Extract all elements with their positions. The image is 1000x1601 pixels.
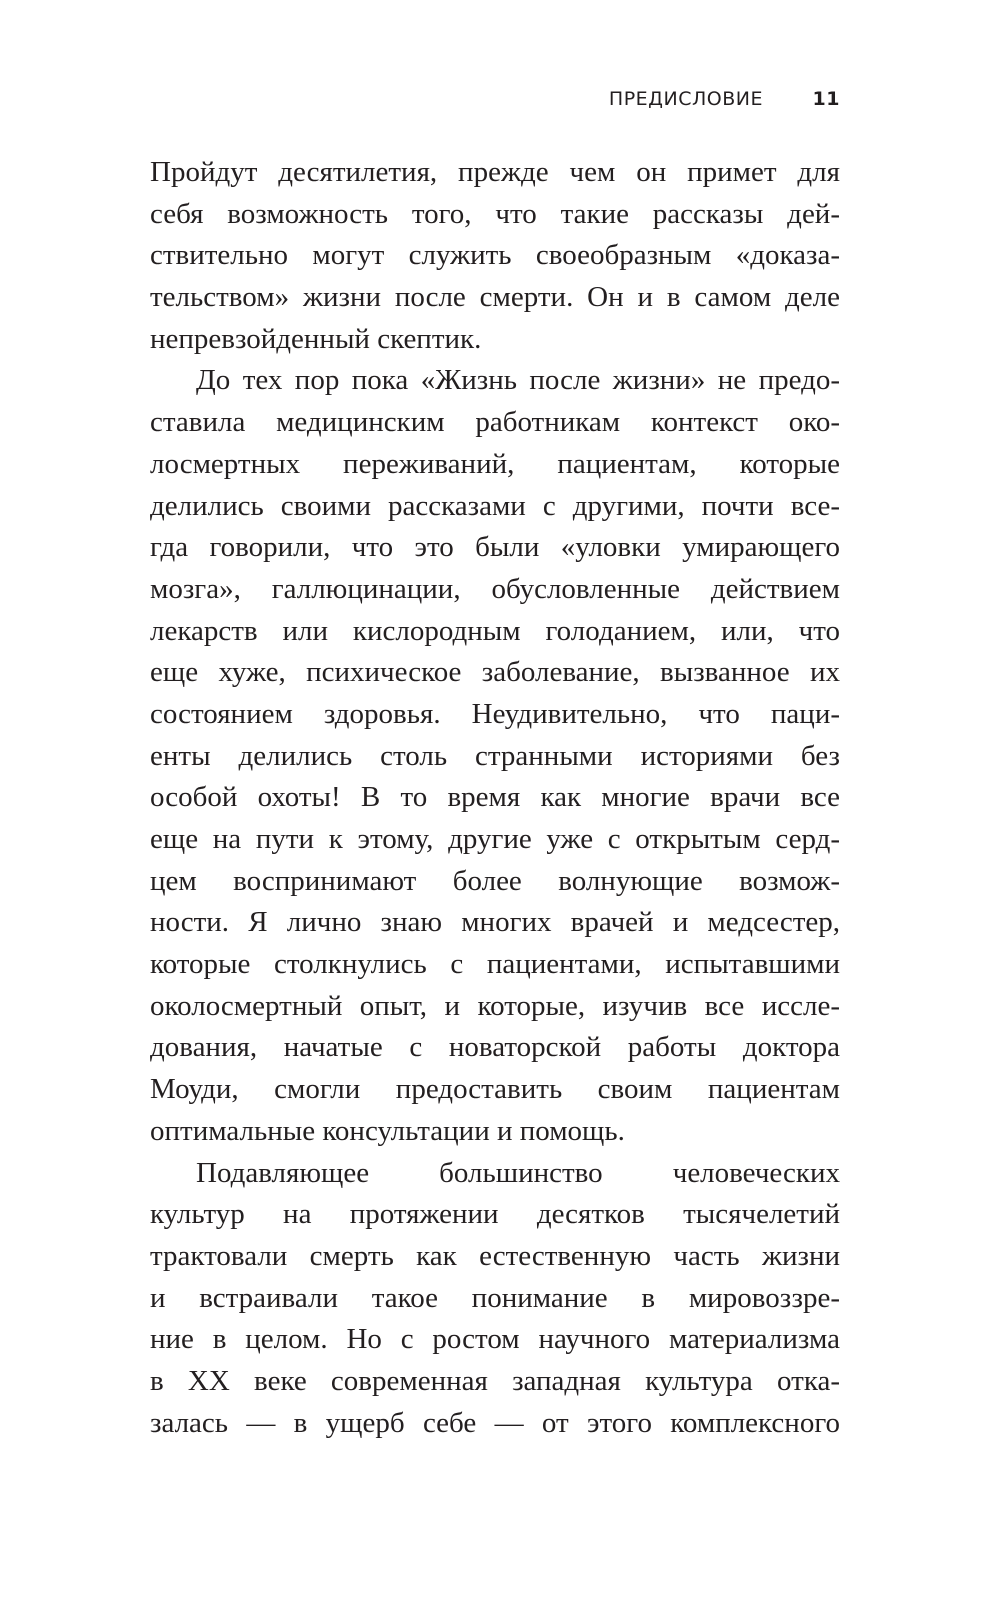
text-line: оптимальные консультации и помощь. [150, 1114, 625, 1147]
text-line: состоянием здоровья. Неудивительно, что паци- [150, 697, 840, 730]
text-line: Пройдут десятилетия, прежде чем он примет для [150, 156, 840, 188]
text-line: ствительно могут служить своеобразным «доказа- [150, 239, 840, 272]
text-line: мозга», галлюцинации, обусловленные действием [150, 572, 840, 605]
text-line: цем воспринимают более волнующие возмож- [150, 864, 840, 897]
text-line: околосмертный опыт, и которые, изучив все иссле- [150, 989, 840, 1022]
text-line: тельством» жизни после смерти. Он и в самом деле [150, 281, 840, 314]
text-line: Моуди, смогли предоставить своим пациентам [150, 1073, 840, 1106]
text-line: трактовали смерть как естественную часть жизни [150, 1239, 840, 1272]
text-line: лосмертных переживаний, пациентам, которые [150, 447, 840, 480]
running-head-section-title: ПРЕДИСЛОВИЕ [608, 88, 763, 110]
paragraph [150, 1153, 840, 1445]
paragraph [150, 152, 840, 360]
text-line: и встраивали такое понимание в мировоззре- [150, 1281, 840, 1314]
running-head [150, 88, 840, 118]
text-line: ности. Я лично знаю многих врачей и медсестер, [150, 906, 840, 939]
text-line: особой охоты! В то время как многие врачи все [150, 781, 840, 814]
text-line: лекарств или кислородным голоданием, или, что [150, 614, 840, 647]
text-line: непревзойденный скептик. [150, 322, 482, 355]
text-line: которые столкнулись с пациентами, испытавшими [150, 948, 840, 981]
text-line: еще хуже, психическое заболевание, вызванное их [150, 656, 840, 689]
text-line: культур на протяжении десятков тысячелетий [150, 1198, 840, 1231]
text-line: дования, начатые с новаторской работы доктора [150, 1031, 840, 1064]
text-line: залась — в ущерб себе — от этого комплексного [150, 1406, 840, 1439]
body-text [150, 152, 840, 1444]
text-line: еще на пути к этому, другие уже с открытым серд- [150, 823, 840, 855]
text-line: себя возможность того, что такие рассказы дей- [150, 197, 840, 230]
text-line: ставила медицинским работникам контекст око- [150, 406, 840, 439]
page-number: 11 [812, 88, 840, 110]
text-line: До тех пор пока «Жизнь после жизни» не предо- [196, 364, 840, 397]
text-line: енты делились столь странными историями без [150, 739, 840, 772]
paragraph [150, 360, 840, 1152]
text-line: в XX веке современная западная культура отка- [150, 1364, 840, 1397]
text-line: ние в целом. Но с ростом научного материализма [150, 1323, 840, 1356]
text-line: Подавляющее большинство человеческих [196, 1156, 840, 1189]
text-line: гда говорили, что это были «уловки умирающего [150, 531, 840, 564]
text-line: делились своими рассказами с другими, почти все- [150, 489, 840, 522]
